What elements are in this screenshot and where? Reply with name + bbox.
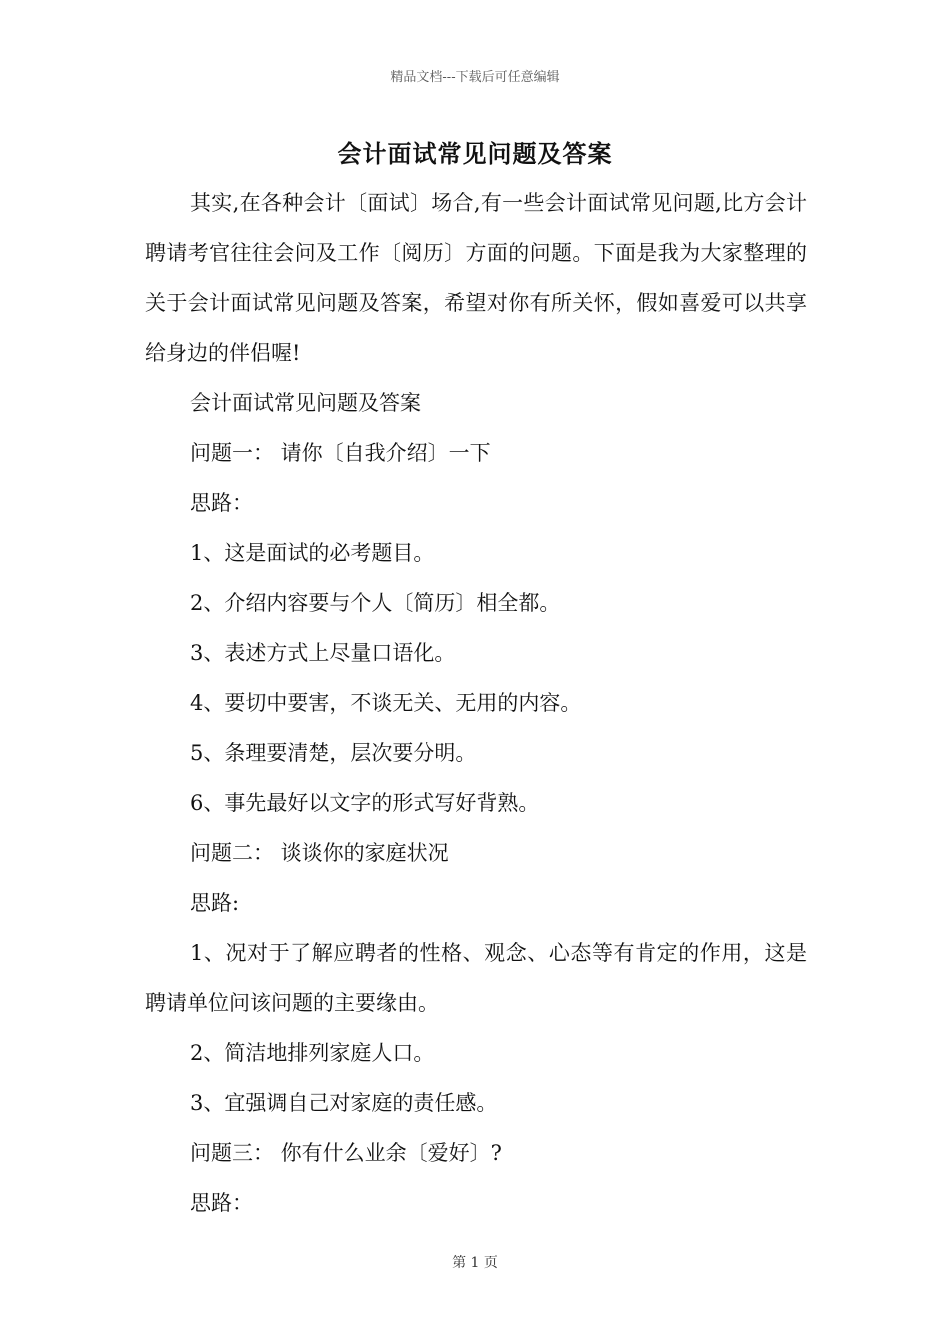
page-header: 精品文档---下载后可任意编辑 — [390, 70, 560, 85]
paragraph: 思路: — [190, 891, 240, 915]
paragraph: 6、事先最好以文字的形式写好背熟。 — [190, 791, 540, 815]
page-number: 第 1 页 — [452, 1255, 498, 1271]
paragraph: 问题一： 请你〔自我介绍〕一下 — [190, 441, 491, 465]
paragraph: 问题三： 你有什么业余〔爱好〕? — [190, 1141, 502, 1165]
paragraph: 1、这是面试的必考题目。 — [190, 541, 435, 565]
document-title: 会计面试常见问题及答案 — [337, 139, 613, 168]
paragraph: 3、宜强调自己对家庭的责任感。 — [190, 1091, 498, 1115]
paragraph: 5、条理要清楚，层次要分明。 — [190, 741, 477, 765]
paragraph: 问题二： 谈谈你的家庭状况 — [190, 841, 449, 865]
paragraph: 3、表述方式上尽量口语化。 — [190, 641, 456, 665]
paragraph: 4、要切中要害，不谈无关、无用的内容。 — [190, 691, 582, 715]
paragraph: 会计面试常见问题及答案 — [190, 391, 421, 415]
paragraph: 1、况对于了解应聘者的性格、观念、心态等有肯定的作用，这是聘请单位问该问题的主要缘由。 — [145, 941, 807, 1015]
paragraph: 2、介绍内容要与个人〔简历〕相全都。 — [190, 591, 561, 615]
paragraph: 2、简洁地排列家庭人口。 — [190, 1041, 435, 1065]
document-body — [145, 178, 807, 1228]
paragraph: 其实,在各种会计〔面试〕场合,有一些会计面试常见问题,比方会计聘请考官往往会问及工作〔阅历〕方面的问题。下面是我为大家整理的关于会计面试常见问题及答案，希望对你有所关怀，假如喜爱可以共享给身边的伴侣喔! — [145, 191, 807, 365]
paragraph: 思路： — [190, 491, 253, 515]
paragraph: 思路： — [190, 1191, 253, 1215]
